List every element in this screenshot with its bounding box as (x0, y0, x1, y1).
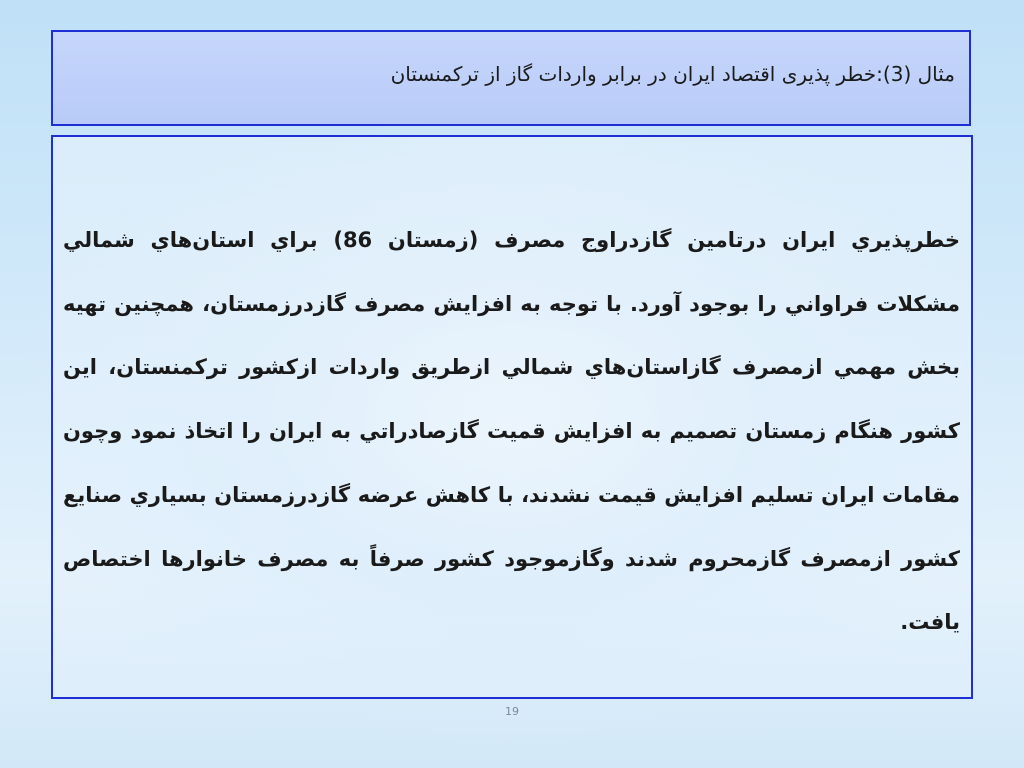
slide-body-text: خطرپذيري ايران درتامين گازدراوج مصرف (زمستان 86) براي استان‌هاي شمالي مشكلات فراواني را بوجود آورد. با توجه به افزايش مصرف گازدرزمستان، همچنين تهيه بخش مهمي ازمصرف گازاستان‌هاي شمالي ازطريق واردات ازكشور تركمنستان، اين كشور هنگام زمستان تصميم به افزايش قميت گازصادراتي به ايران را اتخاذ نمود وچون مقامات ايران تسليم افزايش قيمت نشدند، با كاهش عرضه گازدرزمستان بسياري صنايع كشور ازمصرف گازمحروم شدند وگازموجود كشور صرفاً به مصرف خانوارها اختصاص يافت. (63, 228, 960, 635)
slide-title: مثال (3):خطر پذیری اقتصاد ایران در برابر واردات گاز از ترکمنستان (390, 62, 955, 86)
slide-title-box (51, 30, 971, 126)
page-number: 19 (505, 705, 519, 718)
slide-content-box (51, 135, 973, 699)
